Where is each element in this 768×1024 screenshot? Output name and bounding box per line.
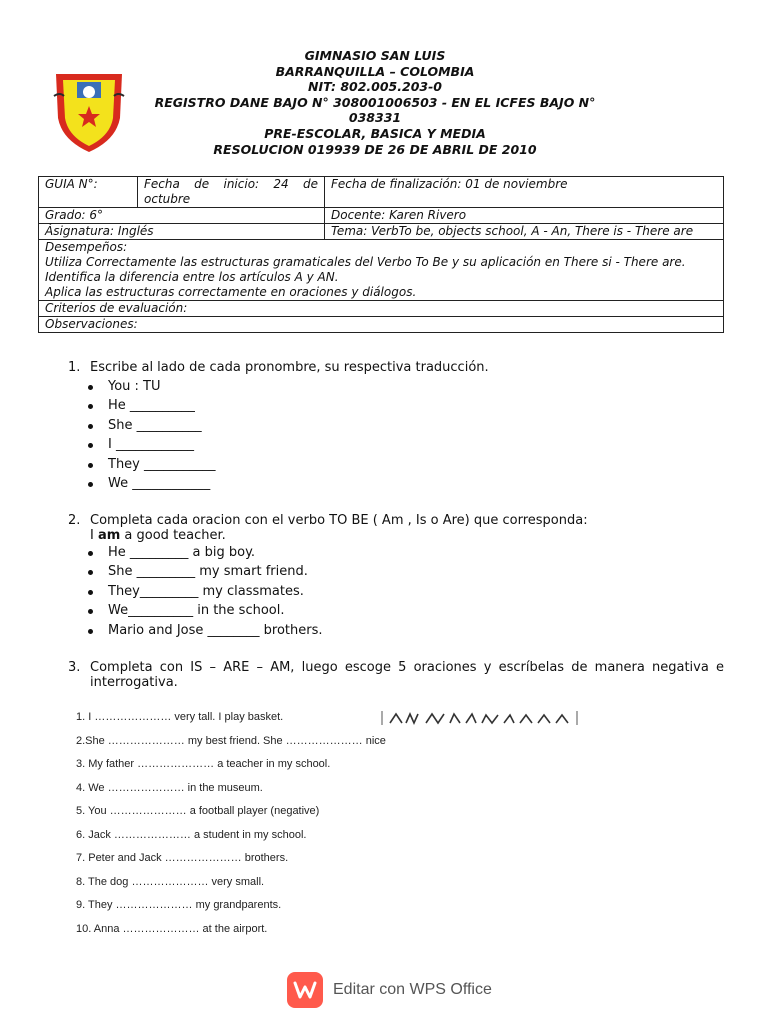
header-line: PRE-ESCOLAR, BASICA Y MEDIA <box>264 125 486 141</box>
desempeno-line: Identifica la diferencia entre los artículos A y AN. <box>45 270 339 284</box>
section-title: Escribe al lado de cada pronombre, su respectiva traducción. <box>90 360 489 375</box>
header-line: 038331 <box>348 110 402 126</box>
section-title: Completa cada oracion con el verbo TO BE ( Am , Is o Are) que corresponda: <box>90 513 588 528</box>
section-number: 1. <box>68 360 81 375</box>
criterios-cell: Criterios de evaluación: <box>39 301 724 317</box>
exercise-line: 10. Anna ………………… at the airport. <box>76 922 268 935</box>
asignatura-cell: Ásignatura: Inglés <box>39 224 325 240</box>
example-post: a good teacher. <box>120 528 226 543</box>
section-number: 2. <box>68 513 81 528</box>
wps-logo-icon <box>287 972 323 1008</box>
list-item: He __________ <box>68 396 489 415</box>
list-item: She _________ my smart friend. <box>68 562 588 581</box>
desempenos-cell <box>39 240 724 301</box>
list-item: She __________ <box>68 416 489 435</box>
guide-info-table <box>38 176 724 333</box>
exercise-line: 9. They ………………… my grandparents. <box>76 899 282 911</box>
exercise-line: 2.She ………………… my best friend. She ………………… nice <box>76 734 386 747</box>
example-verb: am <box>97 528 121 543</box>
list-item: We ____________ <box>68 474 489 493</box>
docente-cell: Docente: Karen Rivero <box>325 208 724 224</box>
exercise-section-3 <box>68 660 724 690</box>
exercise-line: 6. Jack ………………… a student in my school. <box>76 828 307 841</box>
section-number: 3. <box>68 660 81 675</box>
list-item: They_________ my classmates. <box>68 582 588 601</box>
section-title: Completa con IS – ARE – AM, luego escoge 5 oraciones y escríbelas de manera negativa e interrogativa. <box>90 660 724 690</box>
exercise-line: 8. The dog ………………… very small. <box>76 875 265 888</box>
fecha-inicio-cell: Fecha de inicio: 24 de octubre <box>138 177 325 208</box>
exercise-line: 4. We ………………… in the museum. <box>76 781 263 794</box>
exercise-section-1 <box>68 360 489 493</box>
list-item: They ___________ <box>68 455 489 474</box>
list-item: We__________ in the school. <box>68 601 588 620</box>
guia-cell: GUIA N°: <box>39 177 138 208</box>
example-pre: I <box>90 528 98 543</box>
desempeno-line: Aplica las estructuras correctamente en oraciones y diálogos. <box>45 285 417 299</box>
example-sentence <box>68 528 588 543</box>
header-line: BARRANQUILLA – COLOMBIA <box>275 63 475 79</box>
fecha-final-cell: Fecha de finalización: 01 de noviembre <box>325 177 724 208</box>
header-line: REGISTRO DANE BAJO N° 308001006503 - EN EL ICFES BAJO N° <box>154 94 596 110</box>
header-line: RESOLUCION 019939 DE 26 DE ABRIL DE 2010 <box>213 141 537 157</box>
exercise-line: 5. You ………………… a football player (negative) <box>76 805 320 817</box>
header-line: NIT: 802.005.203-0 <box>308 79 442 95</box>
desempeno-line: Utiliza Correctamente las estructuras gramaticales del Verbo To Be y su aplicación en There si - There are. <box>45 255 686 269</box>
observaciones-cell: Observaciones: <box>39 317 724 333</box>
wps-edit-button[interactable] <box>287 972 492 1008</box>
exercise-line: 7. Peter and Jack ………………… brothers. <box>76 852 289 864</box>
list-item: He _________ a big boy. <box>68 543 588 562</box>
grado-cell: Grado: 6° <box>39 208 325 224</box>
school-header <box>150 48 600 157</box>
list-item: You : TU <box>68 377 489 396</box>
exercise-line: 1. I ………………… very tall. I play basket. <box>76 711 284 723</box>
exercise-line: 3. My father ………………… a teacher in my school. <box>76 758 331 770</box>
handwriting-scribble <box>380 710 580 726</box>
header-line: GIMNASIO SAN LUIS <box>304 48 446 63</box>
list-item: Mario and Jose ________ brothers. <box>68 621 588 640</box>
desempenos-title: Desempeños: <box>45 240 128 254</box>
school-crest-logo <box>50 66 128 154</box>
exercise-list <box>76 706 386 941</box>
list-item: I ____________ <box>68 435 489 454</box>
exercise-section-2 <box>68 513 588 640</box>
wps-label: Editar con WPS Office <box>333 981 492 998</box>
tema-cell: Tema: VerbTo be, objects school, A - An, There is - There are <box>325 224 724 240</box>
